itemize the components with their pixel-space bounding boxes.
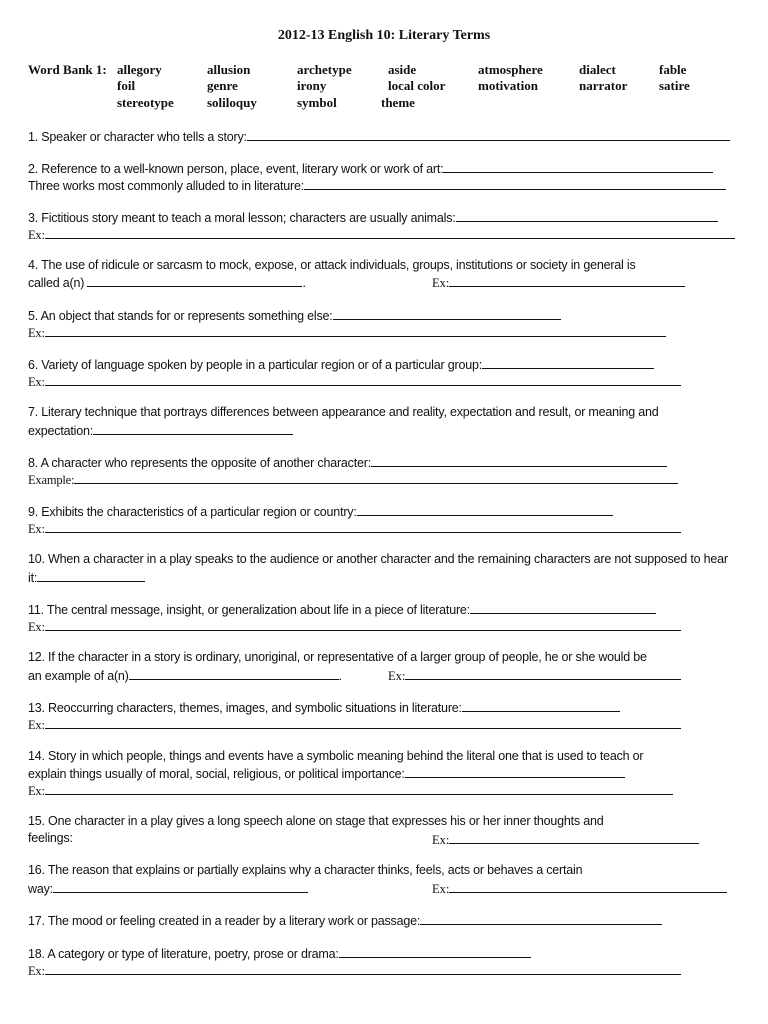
answer-blank[interactable] [420, 912, 662, 925]
question-3-example [28, 226, 735, 243]
question-text: 8. A character who represents the opposite of another character: [28, 456, 371, 470]
example-label: Ex: [28, 964, 45, 978]
question-text: 3. Fictitious story meant to teach a moral lesson; characters are usually animals: [28, 211, 456, 225]
question-4-answer [28, 274, 306, 290]
question-16-answer [28, 880, 308, 896]
answer-blank[interactable] [45, 226, 735, 239]
question-text: Three works most commonly alluded to in literature: [28, 179, 305, 193]
word-bank-word: local color [388, 78, 446, 93]
question-17 [28, 912, 662, 928]
answer-blank[interactable] [45, 962, 681, 975]
question-3 [28, 209, 718, 225]
answer-blank[interactable] [129, 667, 339, 680]
word-bank-word: fable [659, 62, 687, 77]
answer-blank[interactable] [45, 324, 666, 337]
question-text: 9. Exhibits the characteristics of a particular region or country: [28, 505, 357, 519]
word-bank-word: atmosphere [478, 62, 543, 77]
example-label: Ex: [28, 620, 45, 634]
word-bank-word: theme [381, 95, 415, 110]
question-2-works [28, 177, 726, 193]
word-bank-word: allegory [117, 62, 162, 77]
answer-blank[interactable] [339, 945, 531, 958]
question-6-example [28, 373, 681, 390]
question-text: 10. When a character in a play speaks to the audience or another character and the remaining characters are not supposed to hear [28, 552, 728, 566]
example-label: Ex: [432, 833, 450, 847]
answer-blank[interactable] [357, 503, 613, 516]
question-16 [28, 863, 582, 877]
question-18 [28, 945, 531, 961]
period: . [338, 669, 342, 683]
question-8 [28, 454, 667, 470]
question-14-answer [28, 765, 625, 781]
word-bank-word: motivation [478, 78, 538, 93]
answer-blank[interactable] [405, 765, 625, 778]
question-text: 13. Reoccurring characters, themes, images, and symbolic situations in literature: [28, 701, 462, 715]
question-text: 14. Story in which people, things and events have a symbolic meaning behind the literal one that is used to teach or [28, 749, 644, 763]
answer-blank[interactable] [333, 307, 561, 320]
question-1 [28, 128, 730, 144]
question-14-example [28, 782, 673, 799]
question-10-answer [28, 569, 145, 585]
period: . [302, 276, 306, 290]
example-label: Ex: [388, 669, 406, 683]
answer-blank[interactable] [456, 209, 718, 222]
answer-blank[interactable] [304, 177, 726, 190]
word-bank-word: genre [207, 78, 238, 93]
question-13 [28, 699, 620, 715]
answer-blank[interactable] [443, 160, 713, 173]
answer-blank[interactable] [45, 520, 681, 533]
question-text: an example of a(n) [28, 669, 129, 683]
question-9-example [28, 520, 681, 537]
answer-blank[interactable] [247, 128, 730, 141]
question-12-answer [28, 667, 342, 683]
answer-blank[interactable] [405, 667, 681, 680]
word-bank-word: satire [659, 78, 690, 93]
question-text: called a(n) [28, 276, 85, 290]
word-bank-word: allusion [207, 62, 251, 77]
question-text: 15. One character in a play gives a long speech alone on stage that expresses his or her inner thoughts and [28, 814, 604, 828]
question-11 [28, 601, 656, 617]
answer-blank[interactable] [53, 880, 308, 893]
word-bank-word: aside [388, 62, 417, 77]
question-14 [28, 749, 643, 763]
answer-blank[interactable] [74, 471, 678, 484]
answer-blank[interactable] [45, 782, 673, 795]
question-text: it: [28, 571, 38, 585]
example-label: Ex: [28, 784, 45, 798]
question-text: 2. Reference to a well-known person, place, event, literary work or work of art: [28, 162, 444, 176]
word-bank-word: irony [297, 78, 327, 93]
example-label: Ex: [28, 326, 45, 340]
question-text: 4. The use of ridicule or sarcasm to mock, expose, or attack individuals, groups, institutions or society in general is [28, 258, 636, 272]
question-11-example [28, 618, 681, 635]
word-bank-word: stereotype [117, 95, 174, 110]
question-15-example [432, 831, 699, 848]
question-text: 11. The central message, insight, or generalization about life in a piece of literature: [28, 603, 470, 617]
answer-blank[interactable] [93, 422, 293, 435]
example-label: Ex: [28, 228, 45, 242]
example-label: Ex: [432, 882, 450, 896]
word-bank-word: archetype [297, 62, 352, 77]
answer-blank[interactable] [462, 699, 620, 712]
question-text: expectation: [28, 424, 94, 438]
question-text: 17. The mood or feeling created in a reader by a literary work or passage: [28, 914, 421, 928]
question-7-answer [28, 422, 293, 438]
word-bank-label: Word Bank 1: [28, 62, 107, 77]
answer-blank[interactable] [45, 618, 681, 631]
question-text: 1. Speaker or character who tells a story: [28, 130, 247, 144]
word-bank-word: dialect [579, 62, 616, 77]
answer-blank[interactable] [371, 454, 667, 467]
question-text: 16. The reason that explains or partially explains why a character thinks, feels, acts or behaves a certain [28, 863, 583, 877]
question-5-example [28, 324, 666, 341]
question-text: 12. If the character in a story is ordinary, unoriginal, or representative of a larger group of people, he or she would be [28, 650, 647, 664]
word-bank-word: soliloquy [207, 95, 257, 110]
question-8-example [28, 471, 678, 488]
question-16-example [432, 880, 727, 897]
word-bank-word: foil [117, 78, 136, 93]
answer-blank[interactable] [45, 373, 681, 386]
answer-blank[interactable] [87, 274, 302, 287]
answer-blank[interactable] [449, 880, 727, 893]
word-bank-word: symbol [297, 95, 337, 110]
question-4 [28, 258, 636, 272]
page-title: 2012-13 English 10: Literary Terms [277, 28, 491, 43]
answer-blank[interactable] [449, 831, 699, 844]
question-text: way: [28, 882, 53, 896]
question-18-example [28, 962, 681, 979]
question-13-example [28, 716, 681, 733]
answer-blank[interactable] [45, 716, 681, 729]
question-text: 7. Literary technique that portrays differences between appearance and reality, expectation and result, or meaning and [28, 405, 659, 419]
answer-blank[interactable] [470, 601, 656, 614]
question-text: feelings: [28, 831, 73, 845]
question-2 [28, 160, 713, 176]
example-label: Ex: [28, 718, 45, 732]
question-4-example [432, 274, 685, 291]
question-6 [28, 356, 654, 372]
question-text: 18. A category or type of literature, poetry, prose or drama: [28, 947, 339, 961]
question-text: 6. Variety of language spoken by people in a particular region or of a particular group: [28, 358, 482, 372]
question-9 [28, 503, 613, 519]
question-10 [28, 552, 728, 566]
example-label: Ex: [28, 522, 45, 536]
question-12 [28, 650, 647, 664]
answer-blank[interactable] [482, 356, 654, 369]
question-7 [28, 405, 659, 419]
question-text: 5. An object that stands for or represents something else: [28, 309, 333, 323]
answer-blank[interactable] [449, 274, 685, 287]
question-5 [28, 307, 561, 323]
answer-blank[interactable] [37, 569, 145, 582]
question-15-answer [28, 831, 73, 845]
question-15 [28, 814, 604, 828]
example-label: Ex: [432, 276, 450, 290]
example-label: Example: [28, 473, 75, 487]
example-label: Ex: [28, 375, 45, 389]
question-12-example [388, 667, 681, 684]
question-text: explain things usually of moral, social, religious, or political importance: [28, 767, 405, 781]
word-bank-word: narrator [579, 78, 628, 93]
